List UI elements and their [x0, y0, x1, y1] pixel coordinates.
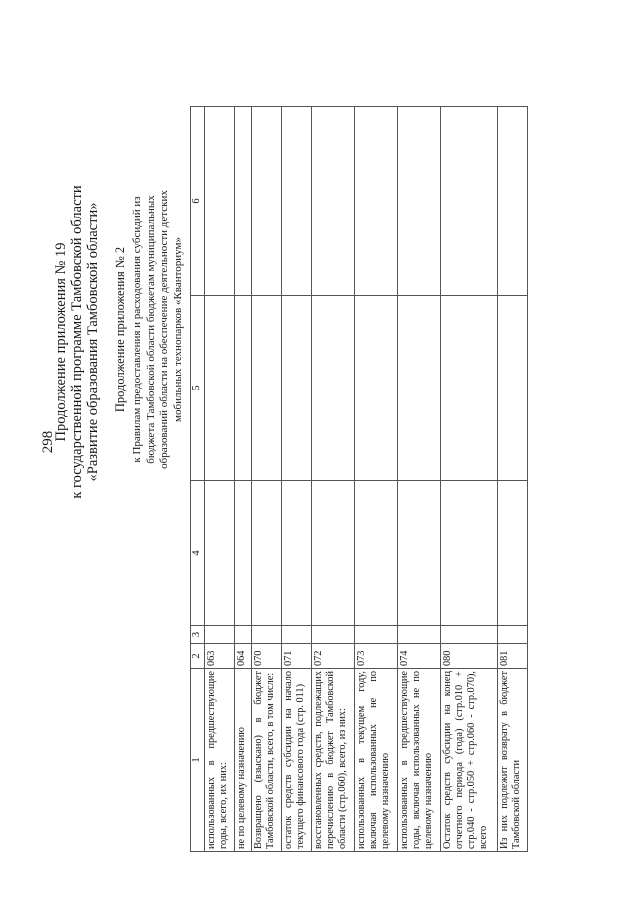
row-name-cell: Возвращено (взыскано) в бюджет Тамбовской области, всего, в том числе: [251, 669, 281, 852]
empty-cell [441, 296, 498, 481]
row-code-cell: 072 [311, 644, 354, 669]
empty-cell [354, 481, 397, 626]
empty-cell [441, 481, 498, 626]
empty-cell [441, 626, 498, 644]
empty-cell [497, 107, 527, 296]
appendix-header [53, 122, 101, 562]
empty-cell [251, 626, 281, 644]
empty-cell [281, 107, 311, 296]
table-row [205, 107, 235, 852]
empty-cell [281, 296, 311, 481]
table-row [441, 107, 498, 852]
row-code-cell: 071 [281, 644, 311, 669]
empty-cell [311, 481, 354, 626]
table-row [251, 107, 281, 852]
subheader-line-1: к Правилам предоставления и расходования субсидий из [131, 196, 143, 463]
row-code-cell: 064 [234, 644, 251, 669]
row-name-cell: использованных в предшествующие годы, всего, их них: [205, 669, 235, 852]
empty-cell [205, 296, 235, 481]
table-row [354, 107, 397, 852]
row-code-cell: 074 [398, 644, 441, 669]
row-code-cell: 073 [354, 644, 397, 669]
column-header-6: 6 [191, 107, 205, 296]
row-name-cell: не по целевому назначению [234, 669, 251, 852]
empty-cell [398, 481, 441, 626]
row-name-cell: Остаток средств субсидии на конец отчетного периода (года) (стр.010 + стр.040 - стр.050 + стр.060 - стр.070), всего [441, 669, 498, 852]
empty-cell [281, 481, 311, 626]
empty-cell [205, 626, 235, 644]
empty-cell [311, 296, 354, 481]
empty-cell [441, 107, 498, 296]
empty-cell [234, 107, 251, 296]
empty-cell [354, 296, 397, 481]
empty-cell [354, 626, 397, 644]
row-name-cell: использованных в предшествующие годы, включая использованных не по целевому назначению [398, 669, 441, 852]
rotated-content [40, 107, 525, 852]
row-name-cell: использованных в текущем году, включая использованных не по целевому назначению [354, 669, 397, 852]
empty-cell [234, 481, 251, 626]
appendix-subheader [112, 107, 185, 552]
table-row [311, 107, 354, 852]
empty-cell [234, 626, 251, 644]
header-line-2: к государственной программе Тамбовской области [69, 185, 85, 499]
empty-cell [234, 296, 251, 481]
empty-cell [205, 107, 235, 296]
table-header-row [191, 107, 205, 852]
empty-cell [398, 107, 441, 296]
subheader-line-2: бюджета Тамбовской области бюджетам муниципальных [144, 195, 157, 464]
column-header-4: 4 [191, 481, 205, 626]
empty-cell [251, 481, 281, 626]
row-code-cell: 080 [441, 644, 498, 669]
table-row [281, 107, 311, 852]
empty-cell [398, 626, 441, 644]
page-number: 298 [40, 430, 56, 454]
empty-cell [205, 481, 235, 626]
row-code-cell: 063 [205, 644, 235, 669]
empty-cell [251, 107, 281, 296]
row-name-cell: Из них подлежит возврату в бюджет Тамбовской области [497, 669, 527, 852]
row-code-cell: 070 [251, 644, 281, 669]
empty-cell [354, 107, 397, 296]
empty-cell [497, 626, 527, 644]
empty-cell [398, 296, 441, 481]
empty-cell [281, 626, 311, 644]
empty-cell [311, 107, 354, 296]
subsidy-report-table [190, 106, 528, 852]
subheader-line-4: мобильных технопарков «Кванториум» [171, 237, 184, 422]
column-header-3: 3 [191, 626, 205, 644]
header-line-1: Продолжение приложения № 19 [53, 242, 69, 442]
empty-cell [497, 481, 527, 626]
empty-cell [311, 626, 354, 644]
row-name-cell: восстановленных средств, подлежащих перечислению в бюджет Тамбовской области (стр.060), всего, из них: [311, 669, 354, 852]
header-line-3: «Развитие образования Тамбовской области» [85, 202, 101, 482]
table-row [497, 107, 527, 852]
subheader-line-3: образований области на обеспечение деятельности детских [158, 190, 171, 469]
column-header-5: 5 [191, 296, 205, 481]
column-header-1: 1 [191, 669, 205, 852]
row-name-cell: остаток средств субсидии на начало текущего финансового года (стр. 011) [281, 669, 311, 852]
table-row [398, 107, 441, 852]
empty-cell [251, 296, 281, 481]
row-code-cell: 081 [497, 644, 527, 669]
table-row [234, 107, 251, 852]
empty-cell [497, 296, 527, 481]
subheader-title: Продолжение приложения № 2 [113, 246, 127, 413]
column-header-2: 2 [191, 644, 205, 669]
